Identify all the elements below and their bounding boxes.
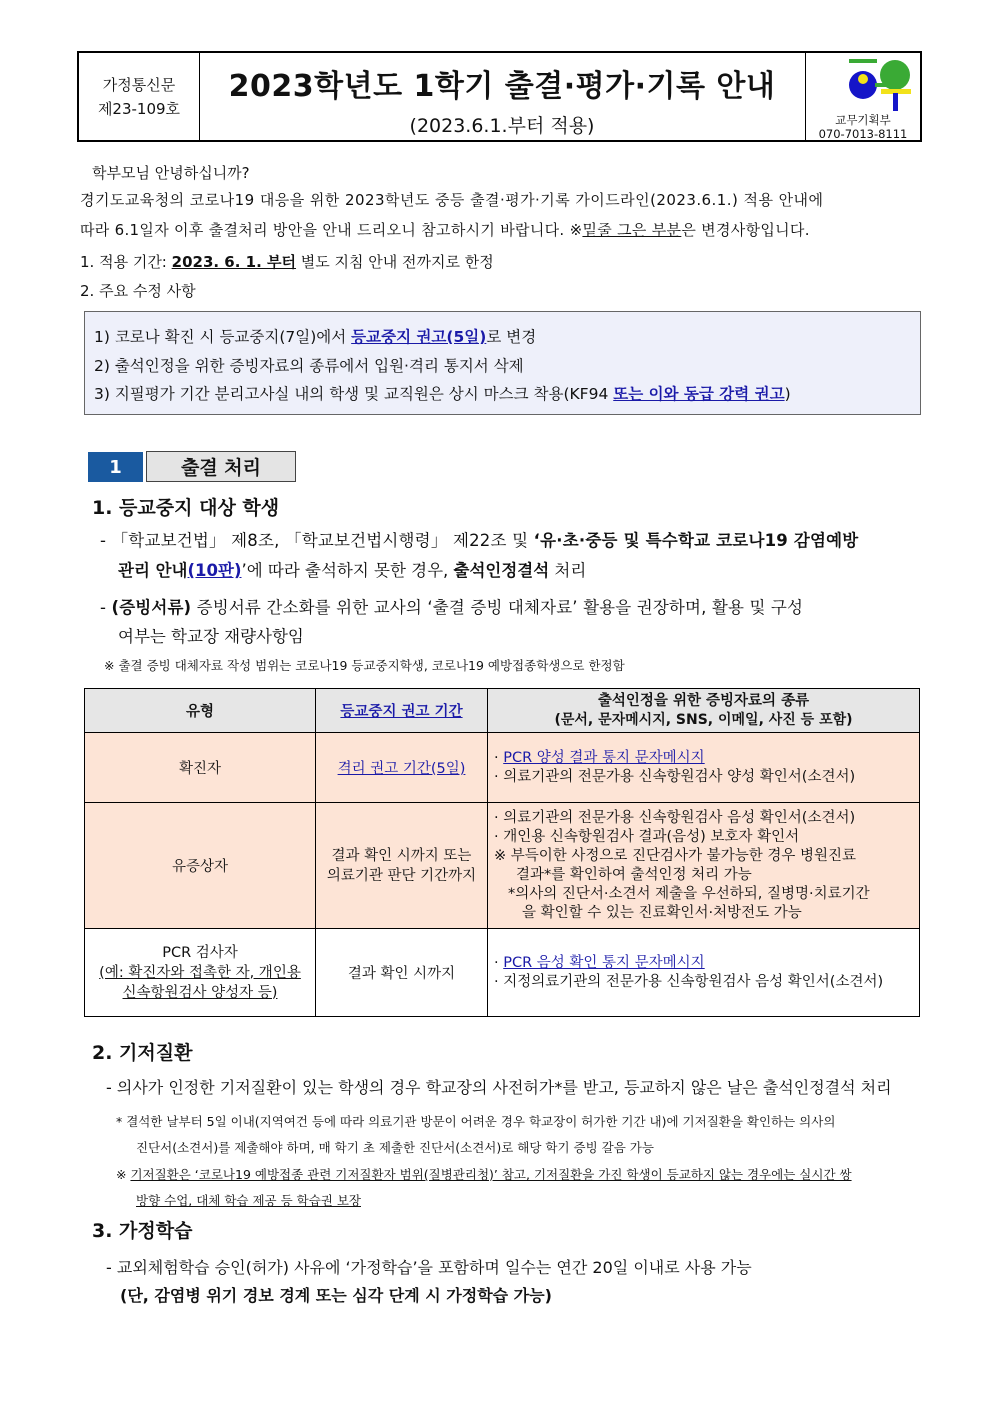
th-docs-line1: 출석인정을 위한 증빙자료의 종류	[597, 692, 810, 709]
dept-cell	[805, 53, 920, 140]
th-docs	[488, 689, 920, 733]
row3-type	[85, 929, 316, 1017]
row2-bullet-2: ·	[494, 828, 499, 845]
apply-period-label: 1. 적용 기간:	[80, 253, 172, 271]
change-item-3-highlight: 또는 이와 동급 강력 권고	[613, 385, 785, 403]
changes-label: 2. 주요 수정 사항	[80, 282, 196, 300]
sub1-heading: 1. 등교중지 대상 학생	[92, 497, 280, 519]
change-item-1-end: 로 변경	[486, 328, 537, 346]
row2-type: 유증상자	[85, 803, 316, 929]
sub1-p1-guide-cont: 관리 안내	[118, 561, 188, 580]
row3-docs	[488, 929, 920, 1017]
dept-name: 교무기획부	[835, 113, 891, 127]
sub1-p1-guide: ‘유·초·중등 및 특수학교 코로나19 감염예방	[533, 531, 859, 550]
row2-doc-5: *의사의 진단서·소견서 제출을 우선하되, 질병명·치료기간	[508, 885, 870, 902]
table-row	[85, 733, 920, 803]
sub1-p1-line1	[100, 526, 858, 556]
row1-doc-1-text: PCR 양성 결과 통지 문자메시지	[503, 749, 705, 766]
row3-doc-2: · 지정의료기관의 전문가용 신속항원검사 음성 확인서(소견서)	[494, 973, 884, 990]
title-cell	[199, 53, 805, 140]
page-subtitle: (2023.6.1.부터 적용)	[409, 115, 595, 137]
sub2-note2-line2: 방향 수업, 대체 학습 제공 등 학습권 보장	[136, 1193, 361, 1208]
page-title: 2023학년도 1학기 출결·평가·기록 안내	[228, 69, 776, 104]
sub1-p1-mid: ’에 따라 출석하지 못한 경우,	[241, 561, 454, 580]
change-item-2: 2) 출석인정을 위한 증빙자료의 종류에서 입원·격리 통지서 삭제	[94, 357, 524, 375]
sub1-note: ※ 출결 증빙 대체자료 작성 범위는 코로나19 등교중지학생, 코로나19 예방접종학생으로 한정함	[104, 658, 625, 673]
sub1-p1-edition: (10판)	[187, 561, 242, 580]
intro-line2	[80, 220, 810, 240]
th-period: 등교중지 권고 기간	[316, 689, 488, 733]
sub1-p2-text: 증빙서류 간소화를 위한 교사의 ‘출결 증빙 대체자료’ 활용을 권장하며, 활용 및 구성	[191, 598, 804, 617]
sub2-heading: 2. 기저질환	[92, 1042, 193, 1064]
sub2-note2-text: 기저질환은 ‘코로나19 예방접종 관련 기저질환자 범위(질병관리청)’ 참고, 기저질환을 가진 학생이 등교하지 않는 경우에는 실시간 쌍	[130, 1167, 852, 1182]
row3-type-line3: 신속항원검사 양성자 등)	[122, 984, 278, 1001]
sub1-p1-end: 처리	[549, 561, 587, 580]
change-item-3	[94, 382, 791, 404]
row1-doc-1: · PCR 양성 결과 통지 문자메시지	[494, 749, 705, 766]
row1-doc-2: · 의료기관의 전문가용 신속항원검사 양성 확인서(소견서)	[494, 768, 856, 785]
doc-number: 제23-109호	[97, 99, 181, 118]
th-docs-line2: (문서, 문자메시지, SNS, 이메일, 사진 등 포함)	[554, 711, 853, 728]
row1-doc-2-text: 의료기관의 전문가용 신속항원검사 양성 확인서(소견서)	[503, 768, 856, 785]
change-item-1-highlight: 등교중지 권고(5일)	[351, 328, 487, 346]
sub2-p1: - 의사가 인정한 기저질환이 있는 학생의 경우 학교장의 사전허가*를 받고, 등교하지 않은 날은 출석인정결석 처리	[106, 1078, 892, 1097]
apply-period-rest: 별도 지침 안내 전까지로 한정	[296, 253, 494, 271]
change-item-1	[94, 325, 536, 347]
row2-doc-1-text: 의료기관의 전문가용 신속항원검사 음성 확인서(소견서)	[503, 809, 856, 826]
sub1-p2-line1	[100, 593, 803, 623]
sub2-note1-line1: * 결석한 날부터 5일 이내(지역여건 등에 따라 의료기관 방문이 어려운 경우 학교장이 허가한 기간 내)에 기저질환을 확인하는 의사의	[116, 1114, 836, 1129]
row2-bullet-1: ·	[494, 809, 499, 826]
header-box	[77, 51, 922, 142]
dept-phone: 070-7013-8111	[818, 127, 908, 141]
row3-doc-1: · PCR 음성 확인 통지 문자메시지	[494, 954, 705, 971]
dept-info	[806, 113, 920, 141]
table-header-row	[85, 689, 920, 733]
row1-docs	[488, 733, 920, 803]
row2-period-line2: 의료기관 판단 기간까지	[326, 867, 477, 884]
th-type: 유형	[85, 689, 316, 733]
apply-period-value: 2023. 6. 1. 부터	[171, 253, 297, 271]
row2-doc-1	[494, 809, 919, 828]
row2-docs	[488, 803, 920, 929]
row2-period-line1: 결과 확인 시까지 또는	[331, 847, 472, 864]
apply-period	[80, 252, 494, 272]
sub3-p1: - 교외체험학습 승인(허가) 사유에 ‘가정학습’을 포함하며 일수는 연간 20일 이내로 사용 가능	[106, 1258, 752, 1277]
row3-type-line2: (예: 확진자와 접촉한 자, 개인용	[99, 964, 301, 981]
sub2-note2-line1	[116, 1165, 852, 1183]
intro-note-suffix: 은 변경사항입니다.	[681, 221, 810, 239]
sub1-p2-dash: -	[100, 598, 112, 617]
changes-box	[84, 311, 921, 415]
sub3-p2: (단, 감염병 위기 경보 경계 또는 심각 단계 시 가정학습 가능)	[120, 1286, 552, 1305]
row2-period	[316, 803, 488, 929]
row2-doc-6: 을 확인할 수 있는 진료확인서·처방전도 가능	[522, 904, 802, 921]
change-item-1-text: 1) 코로나 확진 시 등교중지(7일)에서	[94, 328, 352, 346]
row3-doc-2-text: 지정의료기관의 전문가용 신속항원검사 음성 확인서(소견서)	[503, 973, 884, 990]
row2-doc-2	[494, 828, 919, 847]
section-number: 1	[88, 452, 143, 482]
school-logo-icon	[843, 57, 913, 113]
row3-type-line1: PCR 검사자	[162, 944, 238, 961]
doc-info	[79, 53, 200, 140]
row3-period: 결과 확인 시까지	[316, 929, 488, 1017]
row3-doc-1-text: PCR 음성 확인 통지 문자메시지	[503, 954, 705, 971]
sub1-p2-label: (증빙서류)	[111, 598, 192, 617]
change-item-3-text: 3) 지필평가 기간 분리고사실 내의 학생 및 교직원은 상시 마스크 착용(KF94	[94, 385, 614, 403]
intro-note-underlined: 밑줄 그은 부분	[582, 221, 682, 239]
table-row	[85, 803, 920, 929]
sub1-p1-text: - 「학교보건법」 제8조, 「학교보건법시행령」 제22조 및	[100, 531, 534, 550]
sub1-p1-result: 출석인정결석	[453, 561, 550, 580]
sub2-note1-line2: 진단서(소견서)를 제출해야 하며, 매 학기 초 제출한 진단서(소견서)로 해당 학기 증빙 갈음 가능	[136, 1140, 654, 1155]
section-title: 출결 처리	[146, 451, 296, 482]
intro-line2-text: 따라 6.1일자 이후 출결처리 방안을 안내 드리오니 참고하시기 바랍니다.	[80, 221, 570, 239]
row2-doc-2-text: 개인용 신속항원검사 결과(음성) 보호자 확인서	[503, 828, 800, 845]
doc-type: 가정통신문	[102, 75, 176, 94]
sub2-note2-mark: ※	[116, 1167, 131, 1182]
table-row	[85, 929, 920, 1017]
row2-doc-3	[494, 847, 919, 866]
row1-period: 격리 권고 기간(5일)	[316, 733, 488, 803]
row1-type: 확진자	[85, 733, 316, 803]
row2-doc-4: 결과*를 확인하여 출석인정 처리 가능	[516, 866, 752, 883]
change-item-3-end: )	[784, 385, 791, 403]
intro-line1: 경기도교육청의 코로나19 대응을 위한 2023학년도 중등 출결·평가·기록 가이드라인(2023.6.1.) 적용 안내에	[80, 191, 824, 209]
row2-doc-3-text: 부득이한 사정으로 진단검사가 불가능한 경우 병원진료	[510, 847, 856, 864]
row2-note-mark: ※	[494, 847, 507, 864]
greeting: 학부모님 안녕하십니까?	[92, 164, 250, 182]
attendance-table	[84, 688, 920, 1017]
sub1-p1-line2	[118, 556, 586, 586]
sub3-heading: 3. 가정학습	[92, 1220, 193, 1242]
sub1-p2-line2: 여부는 학교장 재량사항임	[118, 627, 304, 646]
intro-note-mark: ※	[569, 221, 583, 239]
